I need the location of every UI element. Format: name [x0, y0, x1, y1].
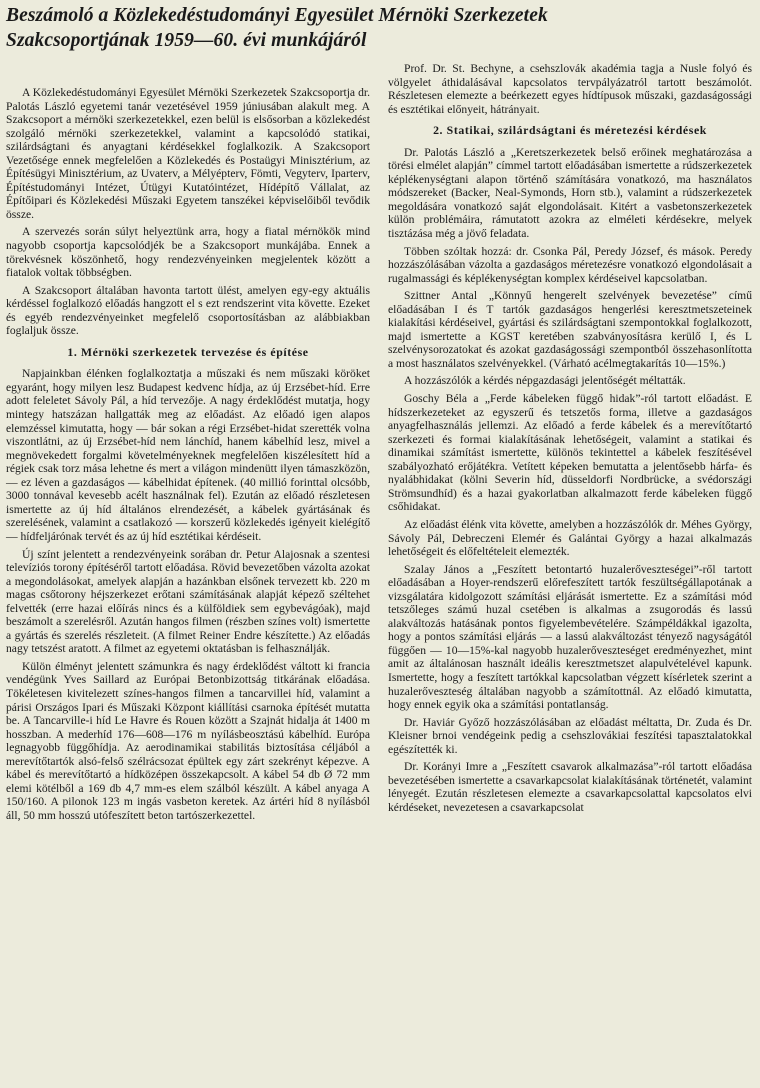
- section-heading-2: 2. Statikai, szilárdságtani és méretezési kérdések: [433, 123, 707, 138]
- article-title: [6, 3, 754, 53]
- article-title-line-1: Beszámoló a Közlekedéstudományi Egyesület Mérnöki Szerkezetek: [6, 5, 548, 26]
- paragraph-palotas: Dr. Palotás László a „Keretszerkezetek belső erőinek meghatározása a törési elmélet alapján” címmel tartott előadásában ismertette a rúdszerkezetek képlékenységtani alapon történő számítására vonatkozó, ma használatos módszereket (Backer, Neal-Symonds, Horn stb.), valamint a rúdszerkezetek megoldására vonatkozó saját elgondolásait. Kitért a vasbetonszerkezetek külön problémáira, rámutatott azokra az elméleti kérdésekre, melyek tisztázása még a jövő feladata.: [388, 145, 752, 241]
- paragraph-szittner: Szittner Antal „Könnyű hengerelt szelvények bevezetése” című előadásában I és T tartók gazdaságos hengerlési keresztmetszeteinek kialakítási kérdéseivel, gyártási és szilárdságtani szempontokkal foglalkozott, majd ismertette a KGST keretében szabványosításra kerülő I, és L szelvénysorozatokat és azokat gazdaságossági szempontból összehasonlította a most használatos szelvényekkel. (Várható acélmegtakarítás 10—15%.): [388, 289, 752, 370]
- paragraph-discussion: Az előadást élénk vita követte, amelyben a hozzászólók dr. Méhes György, Sávoly Pál, Debreczeni Elemér és Galántai György a hazai alkalmazás lehetőségeit és előfeltételeit elemezték.: [388, 517, 752, 559]
- paragraph-comments-2: A hozzászólók a kérdés népgazdasági jelentőségét méltatták.: [404, 374, 686, 388]
- paragraph-tancarville: Külön élményt jelentett számunkra és nagy érdeklődést váltott ki francia vendégünk Yves Saillard az Európai Betonbizottság titkárának előadása. Tökéletesen kivitelezett színes-hangos filmen a tancarvillei híd, valamint a párisi Országos Ipari és Műszaki Központ kiállítási csarnoka építését mutatta be. A Tancarville-i híd Le Havre és Rouen között a Szajnát hidalja át 1400 m hosszban. A mederhíd 176—608—176 m nyílásbeosztású kábelhíd. Európa legnagyobb függőhídja. Az aerodinamikai stabilitás biztosítása céljából a merevítőtartók alsó-felső szélrácsozat épültek egy zárt szekrényt képezve. A kábel és merevítőtartó a hídközépen összekapcsolt. A kábel 54 db Ø 72 mm elemi kötélből a 169 db 4,7 mm-es elem szálból készült. A kábel anyaga A 150/160. A pilonok 123 m ingás vasbeton keretek. Az ártéri híd 8 nyílásból áll, 50 mm hosszú utófeszített beton tartószerkezettel.: [6, 659, 370, 822]
- paragraph-young-engineers: A szervezés során súlyt helyeztünk arra, hogy a fiatal mérnökök mind nagyobb csoportja kapcsolódjék be a Szakcsoport munkájába. Ennek a törekvésnek köszönhető, hogy rendezvényeinken megjelentek között a fiatalok voltak többségben.: [6, 225, 370, 280]
- paragraph-szalay: Szalay János a „Feszített betontartó huzalerőveszteségei”-ről tartott előadásában a Hoyer-rendszerű előrefeszített tartók feszültségállapotának a vizsgálatára kidolgozott számítási eljárását ismertette. Ez a számítási mód tetszőleges számú huzal csetében is alkalmas a zsugorodás és lassú alakváltozás hatásának pontos figyelembevételére. Számpéldákkal igazolta, hogy a pontos számítási eljárás — a lassú alakváltozást tényező nagyságától függően — 10—15%-kal nagyobb huzalerőveszteséget eredményezhet, mint amit az általánosan használt ideális keresztmetszet alapulvételével kapunk. Ismertette, hogy a feszített tartókkal kapcsolatban végzett kísérletek szerint a huzalerőveszteség általában nagyobb a számítottnál. Az előadó kimutatta, hogy ennek egyik oka a számítási pontatlanság.: [388, 562, 752, 712]
- article-title-line-2: Szakcsoportjának 1959—60. évi munkájáról: [6, 30, 367, 51]
- paragraph-bechyne: Prof. Dr. St. Bechyne, a csehszlovák akadémia tagja a Nusle folyó és völgyelet áthidalásával kapcsolatos tervpályázatról tartott beszámolót. Részletesen elemezte a beérkezett egyes hídtípusok műszaki, gazdaságossági és esztétikai előnyeit, hátrányait.: [388, 62, 752, 116]
- paragraph-goschy: Goschy Béla a „Ferde kábeleken függő hidak”-ról tartott előadást. E hídszerkezeteket az egyszerű és tetszetős forma, illetve a gazdaságos anyagfelhasználás jellemzi. Az előadó a ferde kábelek és a merevítőtartó szerkezeti és formai kialakításának lehetőségeit, valamint a statikai és dinamikai számítást ismertette, különös tekintettel a kábelek feszítésével szabályozható erőjátékra. Vetített képeken bemutatta a jelentősebb hárfa- és nyalábhidakat (kölni Severin híd, düsseldorfi Nordbrücke, a svédországi Strömsundhíd) és a hazai gyakorlatban alkalmazott ferde kábeleken függő csőhidakat.: [388, 392, 752, 514]
- paragraph-comments-1: Többen szóltak hozzá: dr. Csonka Pál, Peredy József, és mások. Peredy hozzászólásában vázolta a gazdaságos méretezésre vonatkozó elgondolásait a rugalmassági és képlékenységtan komplex kérdéseivel kapcsolatban.: [388, 244, 752, 285]
- paragraph-erzsebet-bridge: Napjainkban élénken foglalkoztatja a műszaki és nem műszaki köröket egyaránt, hogy milyen lesz Budapest kedvenc hídja, az új Erzsébet-híd. Erre adott feleletet Sávoly Pál, a híd tervezője. A nagy érdeklődést mutatja, hogy mintegy hatszázan hallgatták meg az előadást. Az előadó igen alapos elemzéssel kimutatta, hogy — bár sokan a régi Erzsébet-hidat szerették volna viszontlátni, az új Erzsébet-híd nem lánchíd, hanem kábelhíd lesz, mivel a megnövekedett forgalmi követelményeknek megfelelően kiszélesített híd a régiek csak torz mása lehetne és mert a világon mindenütt ilyen támaszközön, — ez léven a gazdaságos — kábelhidat építenek. (40 millió forinttal olcsóbb, 3000 tonnával kevesebb acélt használnak fel). Ezután az előadó részletesen ismertette az új híd általános elrendezését, a kábelek gyártásának és szerelésének, valamint a csatlakozó — korszerű közlekedés igényeit kielégítő — hídfeljárónak tervét és az új híd esztétikai kérdéseit.: [6, 367, 370, 543]
- paragraph-haviar: Dr. Haviár Győző hozzászólásában az előadást méltatta, Dr. Zuda és Dr. Kleisner brnoi vendégeink pedig a csehszlovákiai feszítési tapasztalatokkal egészítették ki.: [388, 715, 752, 756]
- paragraph-tv-tower: Új színt jelentett a rendezvényeink sorában dr. Petur Alajosnak a szentesi televíziós torony építéséről tartott előadása. Rövid bevezetőben vázolta azokat a megondolásokat, amelyek alapján a hazánkban elsőnek tervezett kb. 220 m magas csőtorony héjszerkezet erőtani számításának alapját képező széltehet felvették (erre hazai előírás nincs és a külföldiek sem egybevágóak), majd beszámolt a szerelésről. Azután hangos filmen (részben színes volt) ismertette a gyártás és szerelés részleteit. (A filmet Reiner Endre készítette.) Az előadás nagy tetszést aratott. A filmet az egyetemi oktatásban is felhasználják.: [6, 547, 370, 656]
- right-column: [388, 62, 752, 818]
- left-column: [6, 86, 370, 826]
- section-heading-1: 1. Mérnöki szerkezetek tervezése és építése: [67, 344, 309, 359]
- paragraph-intro: A Közlekedéstudományi Egyesület Mérnöki Szerkezetek Szakcsoportja dr. Palotás László egyetemi tanár vezetésével 1959 júniusában alakult meg. A Szakcsoport a mérnöki szerkezetekkel, ezen belül is elsősorban a közlekedést szolgáló mérnöki szerkezetekkel, valamint a kapcsolódó statikai, szilárdságtani és anyagtani kérdésekkel foglalkozik. A Szakcsoport Vezetősége ennek megfelelően a Közlekedés és Postaügyi Minisztérium, az Építésügyi Minisztérium, az Uvaterv, a Mélyépterv, Fömti, Vegyterv, Iparterv, Építéstudományi Intézet, Útügyi Kutatóintézet, Hídépítő Vállalat, az Építőipari és Közlekedési Műszaki Egyetem tanszékei képviselőiből tevődik össze.: [6, 86, 370, 221]
- paragraph-meetings: A Szakcsoport általában havonta tartott ülést, amelyen egy-egy aktuális kérdéssel foglalkozó előadás hangzott el s ezt rendszerint vita követte. Ezeket és egyéb rendezvényeinket megfelelő csoportosításban az alábbiakban foglaljuk össze.: [6, 283, 370, 338]
- paragraph-koranyi: Dr. Korányi Imre a „Feszített csavarok alkalmazása”-ról tartott előadása bevezetésében ismertette a csavarkapcsolat kialakításának történetét, valamint lényegét. Ezután részletesen elemezte a csavarkapcsolattal kapcsolatos elvi kérdéseket, nevezetesen a csavarkapcsolat: [388, 760, 752, 814]
